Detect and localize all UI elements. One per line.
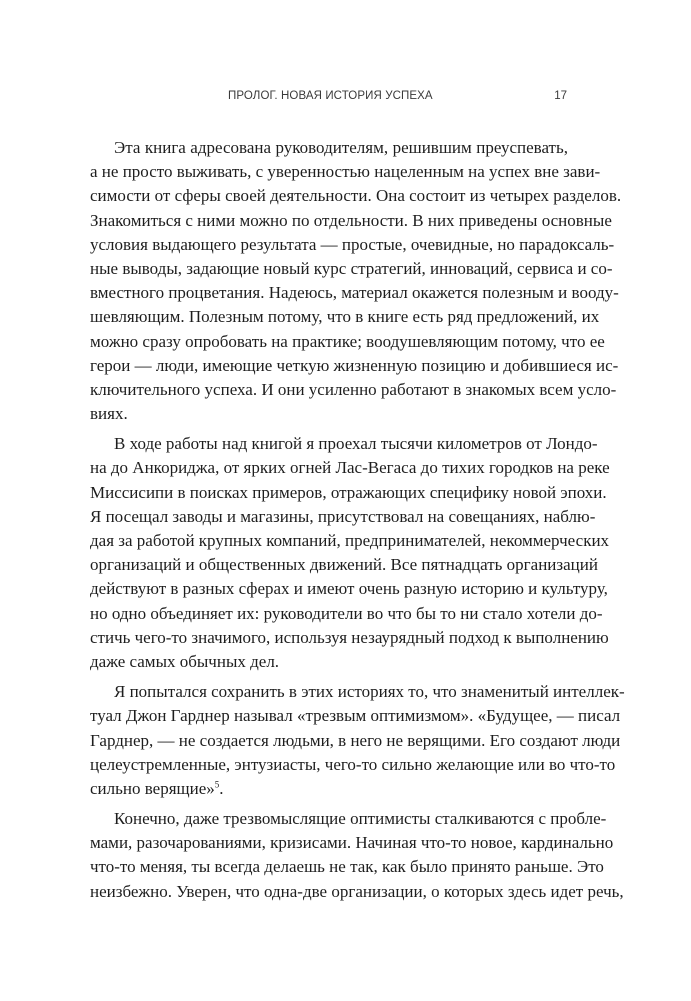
- paragraph: [90, 680, 625, 801]
- footnote-reference: 5: [214, 779, 220, 790]
- text-line: действуют в разных сферах и имеют очень разную историю и культуру,: [90, 579, 608, 599]
- text-line: шевляющим. Полезным потому, что в книге есть ряд предложений, их: [90, 307, 600, 327]
- text-line: целеустремленные, энтузиасты, чего-то сильно желающие или во что-то: [90, 754, 616, 774]
- text-line-content: В ходе работы над книгой я проехал тысячи километров от Лондо-: [114, 434, 598, 454]
- text-line: Миссисипи в поисках примеров, отражающих специфику новой эпохи.: [90, 482, 607, 502]
- text-line: сильно верящие»$^5$.: [90, 778, 224, 798]
- text-line: но одно объединяет их: руководители во что бы то ни стало хотели до-: [90, 603, 603, 623]
- text-line: можно сразу опробовать на практике; воодушевляющим потому, что ее: [90, 331, 605, 351]
- text-line: мами, разочарованиями, кризисами. Начиная что-то новое, кардинально: [90, 833, 614, 853]
- text-line: [90, 432, 598, 456]
- text-line: дая за работой крупных компаний, предпринимателей, некоммерческих: [90, 531, 610, 550]
- text-line: а не просто выживать, с уверенностью нацеленным на успех вне зави-: [90, 162, 601, 182]
- text-line: виях.: [90, 404, 128, 424]
- text-line: ные выводы, задающие новый курс стратегий, инноваций, сервиса и со-: [90, 258, 613, 278]
- text-line: симости от сферы своей деятельности. Она состоит из четырех разделов.: [90, 186, 622, 206]
- text-line: ключительного успеха. И они усиленно работают в знакомых всем усло-: [90, 379, 617, 399]
- text-line: Гарднер, — не создается людьми, в него не верящими. Его создают люди: [90, 730, 621, 750]
- text-line-content: сильно верящие»: [90, 778, 215, 798]
- text-line: Знакомиться с ними можно по отдельности. В них приведены основные: [90, 210, 612, 230]
- text-line: неизбежно. Уверен, что одна-две организации, о которых здесь идет речь,: [90, 881, 624, 901]
- paragraph: [90, 807, 624, 904]
- text-line: даже самых обычных дел.: [90, 651, 280, 671]
- text-line: Я попытался сохранить в этих историях то, что знаменитый интеллек-: [114, 682, 625, 702]
- text-line: герои — люди, имеющие четкую жизненную позицию и добившиеся ис-: [90, 355, 619, 375]
- body-text: [90, 136, 625, 904]
- text-line: организаций и общественных движений. Все пятнадцать организаций: [90, 555, 598, 575]
- text-line: туал Джон Гарднер называл «трезвым оптимизмом». «Будущее, — писал: [90, 706, 621, 726]
- text-line: Эта книга адресована руководителям, решившим преуспевать,: [114, 138, 568, 157]
- text-line: Конечно, даже трезвомыслящие оптимисты сталкиваются с пробле-: [114, 809, 607, 829]
- text-line: Я посещал заводы и магазины, присутствовал на совещаниях, наблю-: [90, 506, 596, 526]
- running-header: [0, 90, 691, 108]
- page-number: 17: [554, 90, 567, 102]
- text-line: вместного процветания. Надеюсь, материал окажется полезным и вооду-: [90, 283, 619, 303]
- chapter-title: ПРОЛОГ. НОВАЯ ИСТОРИЯ УСПЕХА: [228, 90, 433, 102]
- text-line: на до Анкориджа, от ярких огней Лас-Вегаса до тихих городков на реке: [90, 458, 610, 478]
- text-line: что-то меняя, ты всегда делаешь не так, как было принято раньше. Это: [90, 857, 604, 877]
- text-line: условия выдающего результата — простые, очевидные, но парадоксаль-: [90, 234, 615, 254]
- text-line: стичь чего-то значимого, используя незаурядный подход к выполнению: [90, 627, 609, 647]
- paragraph: [90, 136, 622, 426]
- paragraph: [90, 432, 610, 674]
